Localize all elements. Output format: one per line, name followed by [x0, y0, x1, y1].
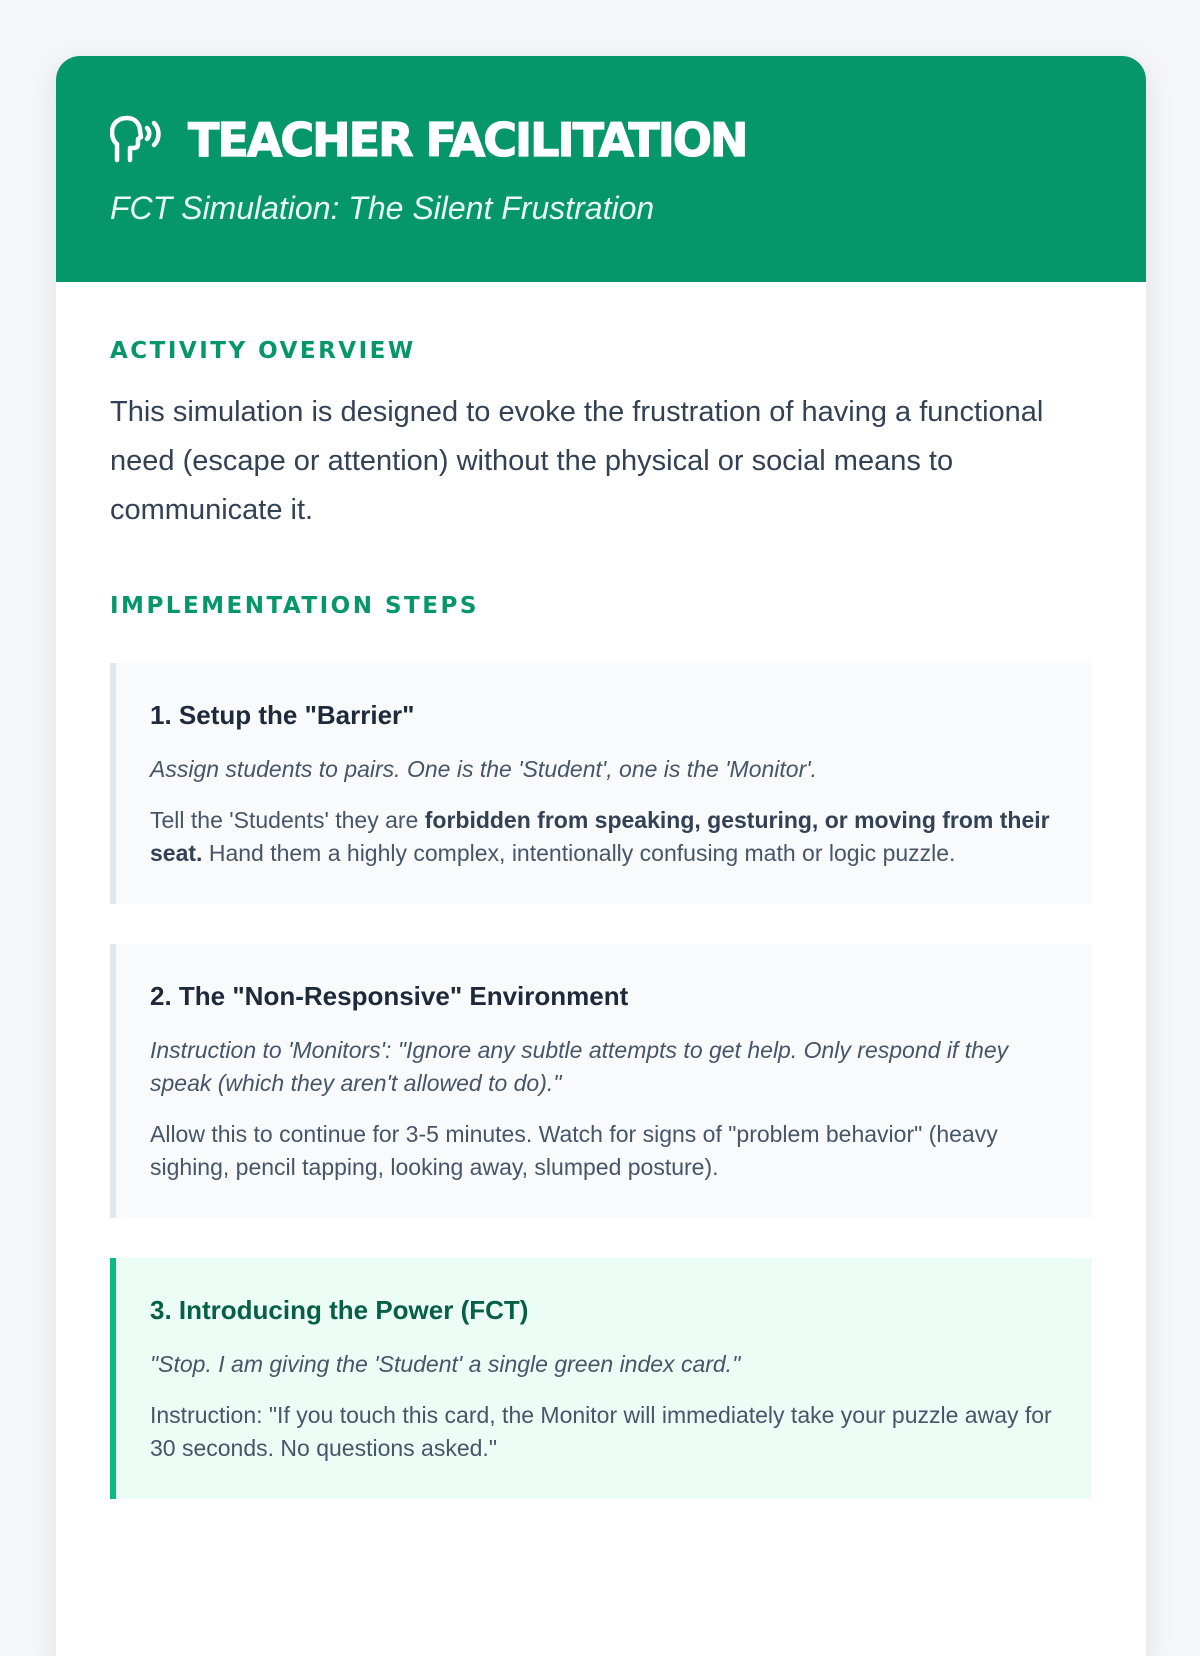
overview-heading: ACTIVITY OVERVIEW [110, 338, 416, 364]
title-row [110, 114, 1092, 166]
step-description [150, 804, 1058, 870]
step-instruction: Assign students to pairs. One is the 'Student', one is the 'Monitor'. [150, 756, 818, 782]
steps-heading: IMPLEMENTATION STEPS [110, 593, 479, 619]
step-title: 2. The "Non-Responsive" Environment [150, 981, 629, 1011]
facilitation-card [56, 56, 1146, 1656]
overview-text: This simulation is designed to evoke the frustration of having a functional need (escape or attention) without the physical or social means to communicate it. [110, 396, 1044, 526]
step-description-text: Hand them a highly complex, intentionally confusing math or logic puzzle. [202, 840, 956, 866]
step-title: 3. Introducing the Power (FCT) [150, 1295, 529, 1325]
step-description-emphasis: forbidden from speaking, gesturing, or moving from their seat. [150, 807, 1050, 866]
step-description: Allow this to continue for 3-5 minutes. Watch for signs of "problem behavior" (heavy sighing, pencil tapping, looking away, slumped posture). [150, 1121, 998, 1180]
step-instruction: "Stop. I am giving the 'Student' a single green index card." [150, 1351, 741, 1377]
step-card-1 [110, 663, 1092, 904]
page-title: TEACHER FACILITATION [188, 113, 747, 167]
step-description: Instruction: "If you touch this card, the Monitor will immediately take your puzzle away for 30 seconds. No questions asked." [150, 1402, 1052, 1461]
step-instruction: Instruction to 'Monitors': "Ignore any subtle attempts to get help. Only respond if they speak (which they aren't allowed to do)." [150, 1037, 1009, 1096]
card-content [56, 282, 1146, 1499]
step-card-3 [110, 1258, 1092, 1499]
step-card-2 [110, 944, 1092, 1218]
step-description-text: Tell the 'Students' they are [150, 807, 425, 833]
page-subtitle: FCT Simulation: The Silent Frustration [110, 190, 655, 226]
card-header [56, 56, 1146, 282]
step-title: 1. Setup the "Barrier" [150, 700, 415, 730]
speaking-head-icon [110, 115, 164, 165]
